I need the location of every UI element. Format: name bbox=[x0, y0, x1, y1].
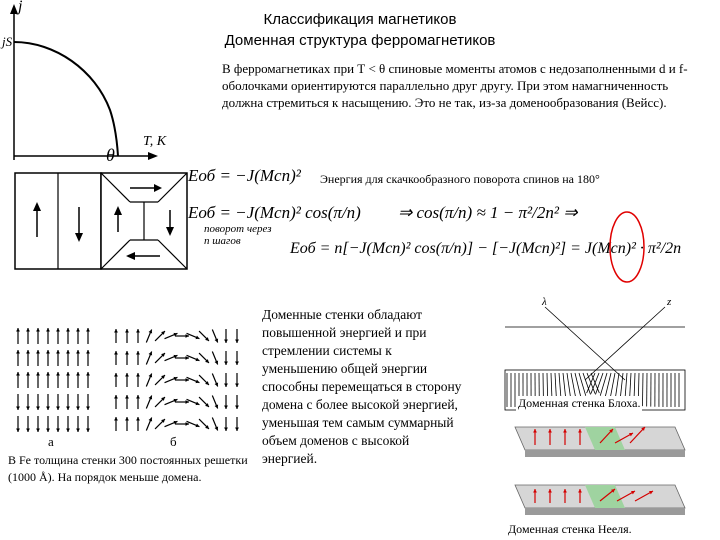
spin-arrow bbox=[66, 372, 70, 388]
spin-arrow bbox=[36, 372, 40, 388]
y-axis-arrow bbox=[10, 4, 18, 14]
spin-arrow bbox=[16, 394, 20, 410]
bloch-spin bbox=[571, 373, 576, 399]
spin-arrow bbox=[235, 351, 239, 365]
formula-energy-180: Eоб = −J(Mсп)² bbox=[188, 166, 301, 185]
spin-arrow bbox=[136, 373, 140, 387]
bloch-spin bbox=[610, 373, 615, 399]
spin-arrow bbox=[224, 373, 228, 387]
spin-arrow bbox=[224, 329, 228, 343]
spin-arrow bbox=[125, 373, 129, 387]
x-axis-label: T, K bbox=[143, 134, 167, 149]
spin-arrow bbox=[114, 373, 118, 387]
domain-box-closure bbox=[100, 172, 190, 272]
spin-arrow bbox=[125, 351, 129, 365]
spin-arrow bbox=[76, 372, 80, 388]
spin-arrow bbox=[224, 395, 228, 409]
spin-arrow bbox=[212, 374, 218, 387]
spin-arrow bbox=[56, 372, 60, 388]
magnetization-curve bbox=[14, 42, 118, 156]
spin-arrow bbox=[212, 418, 218, 431]
spin-arrow bbox=[46, 394, 50, 410]
spin-arrow bbox=[224, 417, 228, 431]
spin-arrow bbox=[199, 331, 209, 341]
spin-arrow bbox=[155, 397, 165, 407]
spin-arrow bbox=[66, 416, 70, 432]
spin-arrow bbox=[56, 416, 60, 432]
spin-arrow bbox=[155, 353, 165, 363]
rotation-note-line1: поворот через bbox=[204, 223, 272, 235]
spin-arrow bbox=[125, 417, 129, 431]
domain-box-two bbox=[14, 172, 104, 272]
spin-arrow bbox=[76, 328, 80, 344]
spin-arrow bbox=[175, 334, 189, 338]
spin-arrow bbox=[146, 374, 152, 387]
spin-arrow bbox=[16, 372, 20, 388]
spin-arrow bbox=[125, 395, 129, 409]
spin-arrow bbox=[125, 329, 129, 343]
spin-arrow bbox=[224, 351, 228, 365]
spin-arrow bbox=[76, 416, 80, 432]
neel-wall-figure bbox=[505, 415, 685, 527]
spin-arrow bbox=[36, 328, 40, 344]
domain-walls-paragraph: Доменные стенки обладают повышенной энергией и при стремлении системы к уменьшению общей энергии способны перемещаться в сторону домена с более высокой энергией, уменьшая тем самым суммарный объем доменов с высокой энергией. bbox=[262, 307, 462, 466]
spin-arrow bbox=[175, 356, 189, 360]
spin-arrow bbox=[86, 416, 90, 432]
spin-arrow bbox=[16, 328, 20, 344]
spin-arrow bbox=[36, 416, 40, 432]
spin-arrow bbox=[212, 330, 218, 343]
spin-arrow bbox=[155, 419, 165, 429]
spin-arrow bbox=[199, 397, 209, 407]
spin-arrow bbox=[199, 375, 209, 385]
spin-arrow bbox=[86, 328, 90, 344]
neel-caption: Доменная стенка Нееля. bbox=[508, 522, 632, 536]
spin-arrow bbox=[235, 395, 239, 409]
spin-arrow bbox=[46, 372, 50, 388]
spin-arrow bbox=[235, 329, 239, 343]
spin-arrow bbox=[175, 400, 189, 404]
spin-arrow bbox=[146, 330, 152, 343]
spin-arrow bbox=[136, 417, 140, 431]
spin-arrow bbox=[114, 395, 118, 409]
spin-arrow bbox=[155, 375, 165, 385]
spin-arrow bbox=[66, 394, 70, 410]
spin-arrow bbox=[136, 351, 140, 365]
spin-arrow bbox=[86, 350, 90, 366]
spin-arrow bbox=[56, 328, 60, 344]
page-subtitle: Доменная структура ферромагнетиков bbox=[224, 32, 496, 49]
spin-arrow bbox=[146, 352, 152, 365]
formula-cos-approx: ⇒ cos(π/n) ≈ 1 − π²/2n² ⇒ bbox=[398, 203, 578, 222]
spin-arrow bbox=[26, 328, 30, 344]
spin-arrow bbox=[26, 394, 30, 410]
spin-arrow bbox=[36, 350, 40, 366]
intro-paragraph: В ферромагнетиках при Т < θ спиновые моменты атомов с недозаполненными d и f-оболочками ориентируются параллельно друг другу. При этом намагниченность должна стремиться к насыщению. Это не так, из-за доменообразования (Вейсс). bbox=[222, 61, 688, 110]
spin-arrow bbox=[199, 419, 209, 429]
spin-arrow bbox=[26, 416, 30, 432]
spin-arrow bbox=[46, 416, 50, 432]
spin-arrow bbox=[76, 350, 80, 366]
spin-arrow bbox=[86, 394, 90, 410]
highlight-ellipse bbox=[607, 210, 647, 285]
bloch-spin bbox=[642, 373, 643, 406]
y-tick-label: jS bbox=[2, 34, 13, 49]
spin-arrow bbox=[114, 329, 118, 343]
spin-arrow bbox=[212, 396, 218, 409]
spin-arrow bbox=[56, 394, 60, 410]
spin-arrow bbox=[56, 350, 60, 366]
spin-arrow bbox=[146, 418, 152, 431]
spin-arrow bbox=[114, 417, 118, 431]
spin-arrow bbox=[155, 331, 165, 341]
spin-arrow bbox=[66, 350, 70, 366]
bloch-caption: Доменная стенка Блоха. bbox=[518, 396, 641, 410]
spin-arrow bbox=[46, 328, 50, 344]
thickness-note: В Fe толщина стенки 300 постоянных решетки (1000 Å). На порядок меньше домена. bbox=[8, 453, 248, 484]
spin-arrow bbox=[26, 372, 30, 388]
bloch-label-lambda: λ bbox=[542, 296, 547, 308]
formula-energy-cos: Eоб = −J(Mсп)² cos(π/n) bbox=[188, 203, 361, 222]
formula-energy-total: Eоб = n[−J(Mсп)² cos(π/n)] − [−J(Mсп)²] = J(Mсп)² · π²/2n bbox=[290, 240, 682, 257]
spin-arrow bbox=[175, 422, 189, 426]
y-axis-label: j bbox=[18, 0, 23, 15]
arrow-panel-b bbox=[110, 322, 250, 437]
formula-note-180: Энергия для скачкообразного поворота спинов на 180° bbox=[320, 172, 600, 186]
spin-arrow bbox=[16, 350, 20, 366]
x-axis-arrow bbox=[148, 152, 158, 160]
spin-arrow bbox=[46, 350, 50, 366]
arrow-panel-a bbox=[14, 322, 104, 437]
spin-arrow bbox=[76, 394, 80, 410]
panel-label-a: а bbox=[48, 434, 54, 449]
panel-label-b: б bbox=[170, 434, 177, 449]
x-tick-label: θ bbox=[106, 145, 115, 165]
page-title: Классификация магнетиков bbox=[263, 11, 457, 28]
spin-arrow bbox=[114, 351, 118, 365]
bloch-label-z: z bbox=[667, 296, 672, 308]
spin-arrow bbox=[146, 396, 152, 409]
spin-arrow bbox=[16, 416, 20, 432]
spin-arrow bbox=[136, 395, 140, 409]
spin-arrow bbox=[235, 417, 239, 431]
spin-arrow bbox=[86, 372, 90, 388]
spin-arrow bbox=[199, 353, 209, 363]
spin-arrow bbox=[136, 329, 140, 343]
rotation-note-line2: n шагов bbox=[204, 235, 241, 247]
spin-arrow bbox=[66, 328, 70, 344]
spin-arrow bbox=[212, 352, 218, 365]
spin-arrow bbox=[235, 373, 239, 387]
spin-arrow bbox=[26, 350, 30, 366]
spin-arrow bbox=[36, 394, 40, 410]
spin-arrow bbox=[175, 378, 189, 382]
